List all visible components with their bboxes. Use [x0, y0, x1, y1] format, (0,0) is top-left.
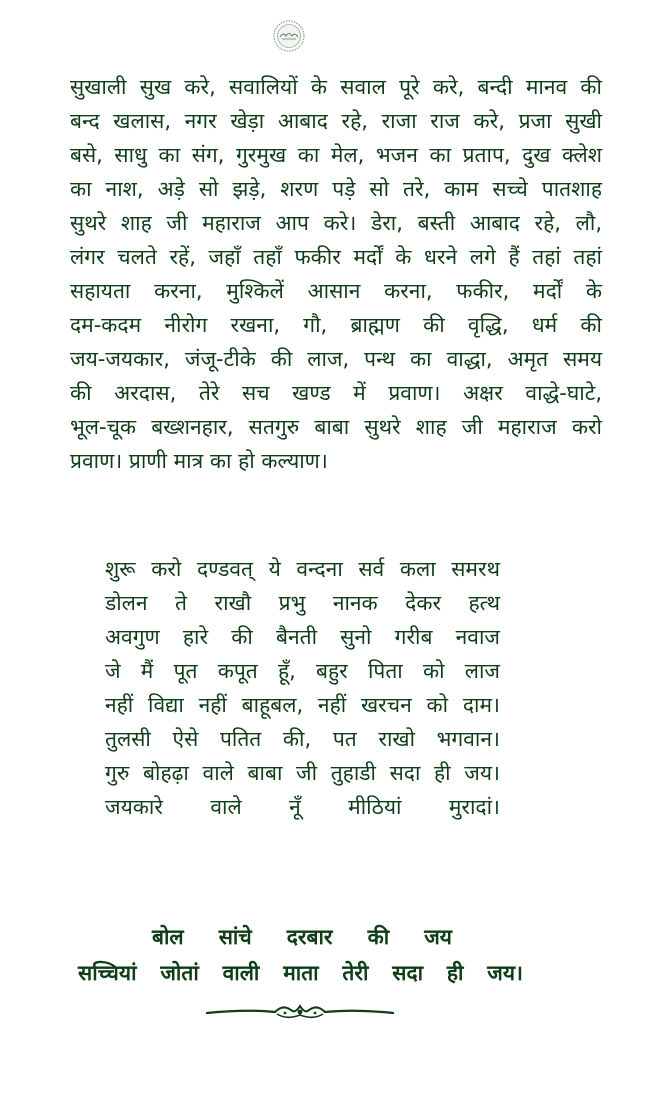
prayer-line: सुखाली सुख करे, सवालियों के सवाल पूरे करे, बन्दी मानव की — [70, 75, 602, 99]
verse-line: अवगुण हारे की बैनती सुनो गरीब नवाज — [105, 625, 500, 649]
verse-line: जयकारे वाले नूँ मीठियां मुरादां। — [105, 795, 500, 819]
verse-line: तुलसी ऐसे पतित की, पत राखो भगवान। — [105, 727, 500, 751]
prayer-line: बन्द खलास, नगर खेड़ा आबाद रहे, राजा राज करे, प्रजा सुखी — [70, 109, 602, 133]
prayer-line: प्रवाण। प्राणी मात्र का हो कल्याण। — [70, 449, 328, 473]
prayer-line: जय-जयकार, जंजू-टीके की लाज, पन्थ का वाद्धा, अमृत समय — [70, 347, 602, 371]
emblem-seal-icon — [273, 20, 305, 52]
prayer-text — [70, 70, 602, 478]
prayer-line: सुथरे शाह जी महाराज आप करे। डेरा, बस्ती आबाद रहे, लौ, — [70, 211, 602, 235]
prayer-line: सहायता करना, मुश्किलें आसान करना, फकीर, मर्दों के — [70, 279, 602, 303]
verse-line: जे मैं पूत कपूत हूँ, बहुर पिता को लाज — [105, 659, 500, 683]
verse-line: गुरु बोहढ़ा वाले बाबा जी तुहाडी सदा ही जय। — [105, 761, 500, 785]
prayer-line: भूल-चूक बख्शनहार, सतगुरु बाबा सुथरे शाह जी महाराज करो — [70, 415, 602, 439]
closing-line-1: बोल सांचे दरबार की जय — [152, 925, 452, 949]
prayer-line: लंगर चलते रहें, जहाँ तहाँ फकीर मर्दों के धरने लगे हैं तहां तहां — [70, 245, 602, 269]
prayer-line: का नाश, अड़े सो झड़े, शरण पड़े सो तरे, काम सच्चे पातशाह — [70, 177, 602, 201]
verse-block — [105, 552, 500, 824]
prayer-line: बसे, साधु का संग, गुरमुख का मेल, भजन का प्रताप, दुख क्लेश — [70, 143, 602, 167]
prayer-line: की अरदास, तेरे सच खण्ड में प्रवाण। अक्षर वाद्धे-घाटे, — [70, 381, 602, 405]
divider-ornament-icon — [205, 1000, 395, 1024]
verse-line: शुरू करो दण्डवत् ये वन्दना सर्व कला समरथ — [105, 557, 500, 581]
prayer-line: दम-कदम नीरोग रखना, गौ, ब्राह्मण की वृद्धि, धर्म की — [70, 313, 602, 337]
verse-line: नहीं विद्या नहीं बाहूबल, नहीं खरचन को दाम। — [105, 693, 500, 717]
verse-line: डोलन ते राखौ प्रभु नानक देकर हत्थ — [105, 591, 500, 615]
closing-line-2: सच्चियां जोतां वाली माता तेरी सदा ही जय। — [78, 961, 523, 985]
